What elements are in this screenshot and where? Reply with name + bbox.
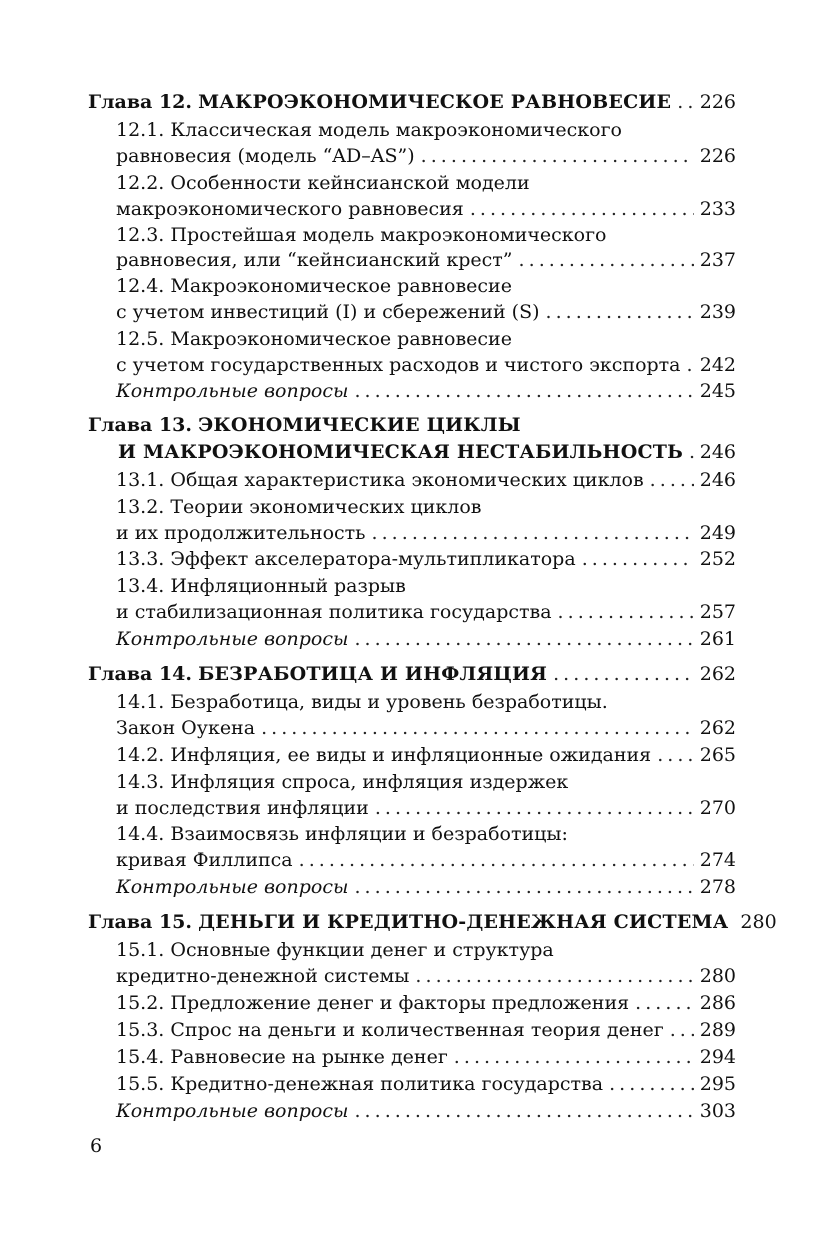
leader-dots [415, 963, 693, 989]
section-title-cont: и их продолжительность [116, 522, 366, 544]
leader-dots [650, 467, 694, 493]
page-ref: 242 [699, 354, 736, 376]
page-ref: 270 [699, 797, 736, 819]
section-entry [116, 299, 736, 325]
page-ref: 246 [699, 441, 736, 463]
questions-title: Контрольные вопросы [116, 876, 349, 898]
section-title: 12.4. Макроэкономическое равновесие [116, 275, 512, 297]
section-title: 15.3. Спрос на деньги и количественная теория денег [116, 1019, 664, 1041]
page-ref: 246 [699, 469, 736, 491]
page-ref: 245 [699, 380, 736, 402]
section-title-cont: макроэкономического равновесия [116, 198, 464, 220]
page-ref: 289 [699, 1019, 736, 1041]
leader-dots [261, 715, 694, 741]
leader-dots [299, 847, 694, 873]
page-ref: 280 [740, 911, 777, 933]
section-entry [116, 546, 736, 572]
section-title: 15.4. Равновесие на рынке денег [116, 1046, 448, 1068]
section-title: 14.2. Инфляция, ее виды и инфляционные ожидания [116, 744, 652, 766]
leader-dots [470, 196, 694, 222]
section-title: 14.3. Инфляция спроса, инфляция издержек [116, 771, 569, 793]
leader-dots [677, 89, 694, 115]
section-title-cont: кредитно-денежной системы [116, 965, 410, 987]
section-title: 14.4. Взаимосвязь инфляции и безработицы: [116, 823, 568, 845]
page-number: 6 [90, 1135, 103, 1157]
page-ref: 303 [699, 1100, 736, 1122]
chapter-title: МАКРОЭКОНОМИЧЕСКОЕ РАВНОВЕСИЕ [198, 91, 672, 113]
section-entry [116, 599, 736, 625]
chapter-heading [88, 909, 777, 935]
page-ref: 252 [699, 548, 736, 570]
leader-dots [558, 599, 694, 625]
section-entry [116, 196, 736, 222]
section-title-cont: равновесия (модель “AD–AS”) [116, 145, 415, 167]
chapter-title: ДЕНЬГИ И КРЕДИТНО-ДЕНЕЖНАЯ СИСТЕМА [198, 911, 729, 933]
section-entry [116, 847, 736, 873]
chapter-heading-cont [118, 439, 736, 465]
leader-dots [354, 626, 693, 652]
questions-entry [116, 1098, 736, 1124]
page-ref: 226 [699, 145, 736, 167]
section-title: 13.1. Общая характеристика экономических циклов [116, 469, 644, 491]
leader-dots [375, 795, 694, 821]
leader-dots [354, 874, 693, 900]
page-ref: 262 [699, 663, 736, 685]
chapter-label: Глава 12. [88, 91, 193, 113]
page-ref: 261 [699, 628, 736, 650]
section-entry [116, 520, 736, 546]
section-title: 15.1. Основные функции денег и структура [116, 939, 554, 961]
chapter-heading [88, 89, 736, 115]
page-ref: 249 [699, 522, 736, 544]
leader-dots [354, 378, 693, 404]
leader-dots [454, 1044, 694, 1070]
page-ref: 239 [699, 301, 736, 323]
chapter-heading [88, 661, 736, 687]
section-title: 12.2. Особенности кейнсианской модели [116, 172, 530, 194]
section-entry [116, 143, 736, 169]
leader-dots [687, 352, 694, 378]
section-title-cont: и стабилизационная политика государства [116, 601, 552, 623]
leader-dots [421, 143, 694, 169]
page-ref: 280 [699, 965, 736, 987]
questions-entry [116, 626, 736, 652]
section-title: 13.3. Эффект акселератора-мультипликатора [116, 548, 576, 570]
section-title: 15.5. Кредитно-денежная политика государства [116, 1073, 604, 1095]
leader-dots [372, 520, 694, 546]
section-entry [116, 1017, 736, 1043]
leader-dots [354, 1098, 693, 1124]
section-title: 15.2. Предложение денег и факторы предложения [116, 992, 630, 1014]
section-entry [116, 715, 736, 741]
chapter-title: БЕЗРАБОТИЦА И ИНФЛЯЦИЯ [198, 663, 548, 685]
section-title-cont: равновесия, или “кейнсианский крест” [116, 249, 513, 271]
section-title: 12.1. Классическая модель макроэкономического [116, 119, 622, 141]
page-ref: 286 [699, 992, 736, 1014]
section-entry [116, 990, 736, 1016]
leader-dots [582, 546, 694, 572]
section-title: 12.3. Простейшая модель макроэкономического [116, 224, 607, 246]
chapter-title-cont: И МАКРОЭКОНОМИЧЕСКАЯ НЕСТАБИЛЬНОСТЬ [118, 441, 683, 463]
questions-title: Контрольные вопросы [116, 628, 349, 650]
section-title: 14.1. Безработица, виды и уровень безработицы. [116, 691, 608, 713]
chapter-label: Глава 14. [88, 663, 193, 685]
chapter-label: Глава 15. [88, 911, 193, 933]
leader-dots [689, 439, 694, 465]
page-ref: 274 [699, 849, 736, 871]
page-ref: 262 [699, 717, 736, 739]
section-entry [116, 1044, 736, 1070]
page-ref: 278 [699, 876, 736, 898]
section-title-cont: с учетом государственных расходов и чистого экспорта [116, 354, 681, 376]
leader-dots [609, 1071, 694, 1097]
section-title: 13.4. Инфляционный разрыв [116, 575, 406, 597]
leader-dots [670, 1017, 694, 1043]
leader-dots [553, 661, 694, 687]
chapter-title: ЭКОНОМИЧЕСКИЕ ЦИКЛЫ [198, 414, 521, 436]
page-ref: 294 [699, 1046, 736, 1068]
leader-dots [635, 990, 694, 1016]
section-title-cont: и последствия инфляции [116, 797, 369, 819]
leader-dots [546, 299, 694, 325]
section-title-cont: кривая Филлипса [116, 849, 293, 871]
section-entry [116, 352, 736, 378]
section-title-cont: Закон Оукена [116, 717, 256, 739]
section-title: 13.2. Теории экономических циклов [116, 496, 482, 518]
page-ref: 295 [699, 1073, 736, 1095]
questions-entry [116, 874, 736, 900]
chapter-label: Глава 13. [88, 414, 193, 436]
questions-title: Контрольные вопросы [116, 1100, 349, 1122]
section-entry [116, 1071, 736, 1097]
page-ref: 265 [699, 744, 736, 766]
chapter-heading [88, 412, 736, 438]
page-ref: 257 [699, 601, 736, 623]
section-entry [116, 247, 736, 273]
section-entry [116, 795, 736, 821]
section-entry [116, 963, 736, 989]
section-entry [116, 467, 736, 493]
leader-dots [519, 247, 694, 273]
page-ref: 237 [699, 249, 736, 271]
section-entry [116, 742, 736, 768]
questions-entry [116, 378, 736, 404]
section-title-cont: с учетом инвестиций (I) и сбережений (S) [116, 301, 540, 323]
page-ref: 226 [699, 91, 736, 113]
leader-dots [657, 742, 694, 768]
questions-title: Контрольные вопросы [116, 380, 349, 402]
page-ref: 233 [699, 198, 736, 220]
section-title: 12.5. Макроэкономическое равновесие [116, 328, 512, 350]
